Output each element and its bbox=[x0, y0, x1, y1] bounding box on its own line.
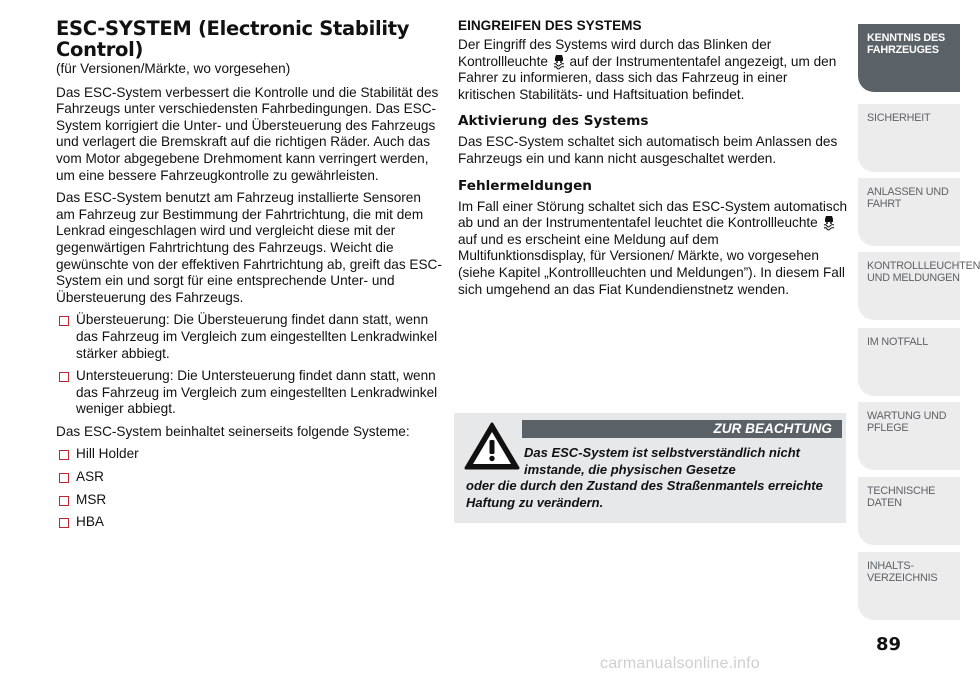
bullet-square-icon bbox=[59, 450, 69, 460]
esc-warning-light-icon bbox=[553, 54, 565, 68]
list-item: Übersteuerung: Die Übersteuerung findet dann statt, wenn das Fahrzeug im Vergleich zum eingestellten Lenkradwinkel stärker abbiegt. bbox=[56, 312, 442, 362]
intro-paragraph: Das ESC-System verbessert die Kontrolle und die Stabilität des Fahrzeugs unter verschiedensten Fahrbedingungen. Das ESC-System korrigiert die Unter- und Übersteuerung des Fahrzeugs und verlagert die Bremskraft auf die richtigen Räder. Auch das vom Motor abgegebene Drehmoment kann verringert werden, um eine bessere Fahrzeugkontrolle zu gewährleisten. bbox=[56, 84, 439, 183]
subtitle: (für Versionen/Märkte, wo vorgesehen) bbox=[56, 61, 291, 76]
left-column bbox=[56, 18, 442, 537]
list-item: Hill Holder bbox=[56, 446, 442, 463]
list-item: Untersteuerung: Die Untersteuerung findet dann statt, wenn das Fahrzeug im Vergleich zum eingestellten Lenkradwinkel weniger abbiegt. bbox=[56, 368, 442, 418]
bullet-square-icon bbox=[59, 316, 69, 326]
section-heading-activation: Aktivierung des Systems bbox=[458, 113, 649, 130]
esc-warning-light-icon bbox=[823, 215, 835, 229]
chapter-sidebar bbox=[858, 0, 980, 678]
tab-wartung-und-pflege[interactable]: WARTUNG UND PFLEGE bbox=[858, 402, 960, 470]
activation-paragraph: Das ESC-System schaltet sich automatisch beim Anlassen des Fahrzeugs ein und kann nicht ausgeschaltet werden. bbox=[458, 134, 838, 166]
bullet-square-icon bbox=[59, 496, 69, 506]
watermark-text: carmanualsonline.info bbox=[600, 655, 760, 672]
warning-box bbox=[454, 413, 846, 523]
systems-list bbox=[56, 446, 442, 530]
section-heading-intervention: EINGREIFEN DES SYSTEMS bbox=[458, 18, 642, 33]
right-column bbox=[458, 18, 848, 304]
tab-technische-daten[interactable]: TECHNISCHE DATEN bbox=[858, 477, 960, 545]
tab-anlassen-und-fahrt[interactable]: ANLASSEN UND FAHRT bbox=[858, 178, 960, 246]
tab-kenntnis-des-fahrzeuges[interactable]: KENNTNIS DES FAHRZEUGES bbox=[858, 24, 960, 92]
errors-paragraph: Im Fall einer Störung schaltet sich das ESC-System automatisch ab und an der Instrumententafel leuchtet die Kontrollleuchte auf und es erscheint eine Meldung auf dem Multifunktionsdisplay, für Versionen/ Märkte, wo vorgesehen (siehe Kapitel „Kontrollleuchten und Meldungen”). In diesem Fall sich umgehend an das Fiat Kundendienstnetz wenden. bbox=[458, 198, 848, 297]
sensor-paragraph: Das ESC-System benutzt am Fahrzeug installierte Sensoren am Fahrzeug zur Bestimmung der Fahrtrichtung, die mit dem Lenkrad eingeschlagen wird und vergleicht diese mit der gegenwärtigen Fahrtrichtung des Fahrzeugs. Weicht die gewünschte von der effektiven Fahrtrichtung ab, greift das ESC-System ein und sorgt für eine entsprechende Unter- und Übersteuerung des Fahrzeugs. bbox=[56, 190, 442, 305]
bullet-square-icon bbox=[59, 518, 69, 528]
bullet-square-icon bbox=[59, 372, 69, 382]
tab-kontrollleuchten-und-meldungen[interactable]: KONTROLLLEUCHTEN UND MELDUNGEN bbox=[858, 252, 960, 320]
list-item: HBA bbox=[56, 514, 442, 531]
intervention-paragraph: Der Eingriff des Systems wird durch das Blinken der Kontrollleuchte auf der Instrumententafel angezeigt, um den Fahrer zu informieren, dass sich das Fahrzeug in einer kritischen Stabilitäts- und Haftsituation befindet. bbox=[458, 37, 837, 102]
systems-paragraph: Das ESC-System beinhaltet seinerseits folgende Systeme: bbox=[56, 423, 410, 439]
section-heading-errors: Fehlermeldungen bbox=[458, 177, 592, 194]
warning-label: ZUR BEACHTUNG bbox=[522, 420, 842, 438]
tab-sicherheit[interactable]: SICHERHEIT bbox=[858, 104, 960, 172]
steering-list bbox=[56, 312, 442, 418]
list-item: ASR bbox=[56, 469, 442, 486]
page-title: ESC-SYSTEM (Electronic Stability Control) bbox=[56, 17, 410, 61]
tab-im-notfall[interactable]: IM NOTFALL bbox=[858, 328, 960, 396]
bullet-square-icon bbox=[59, 473, 69, 483]
page-number: 89 bbox=[876, 634, 902, 655]
list-item: MSR bbox=[56, 492, 442, 509]
tab-inhaltsverzeichnis[interactable]: INHALTS-VERZEICHNIS bbox=[858, 552, 960, 620]
warning-text: Das ESC-System ist selbstverständlich nicht imstande, die physischen Gesetze oder die durch den Zustand des Straßenmantels erreichte Haftung zu verändern. bbox=[466, 445, 823, 510]
